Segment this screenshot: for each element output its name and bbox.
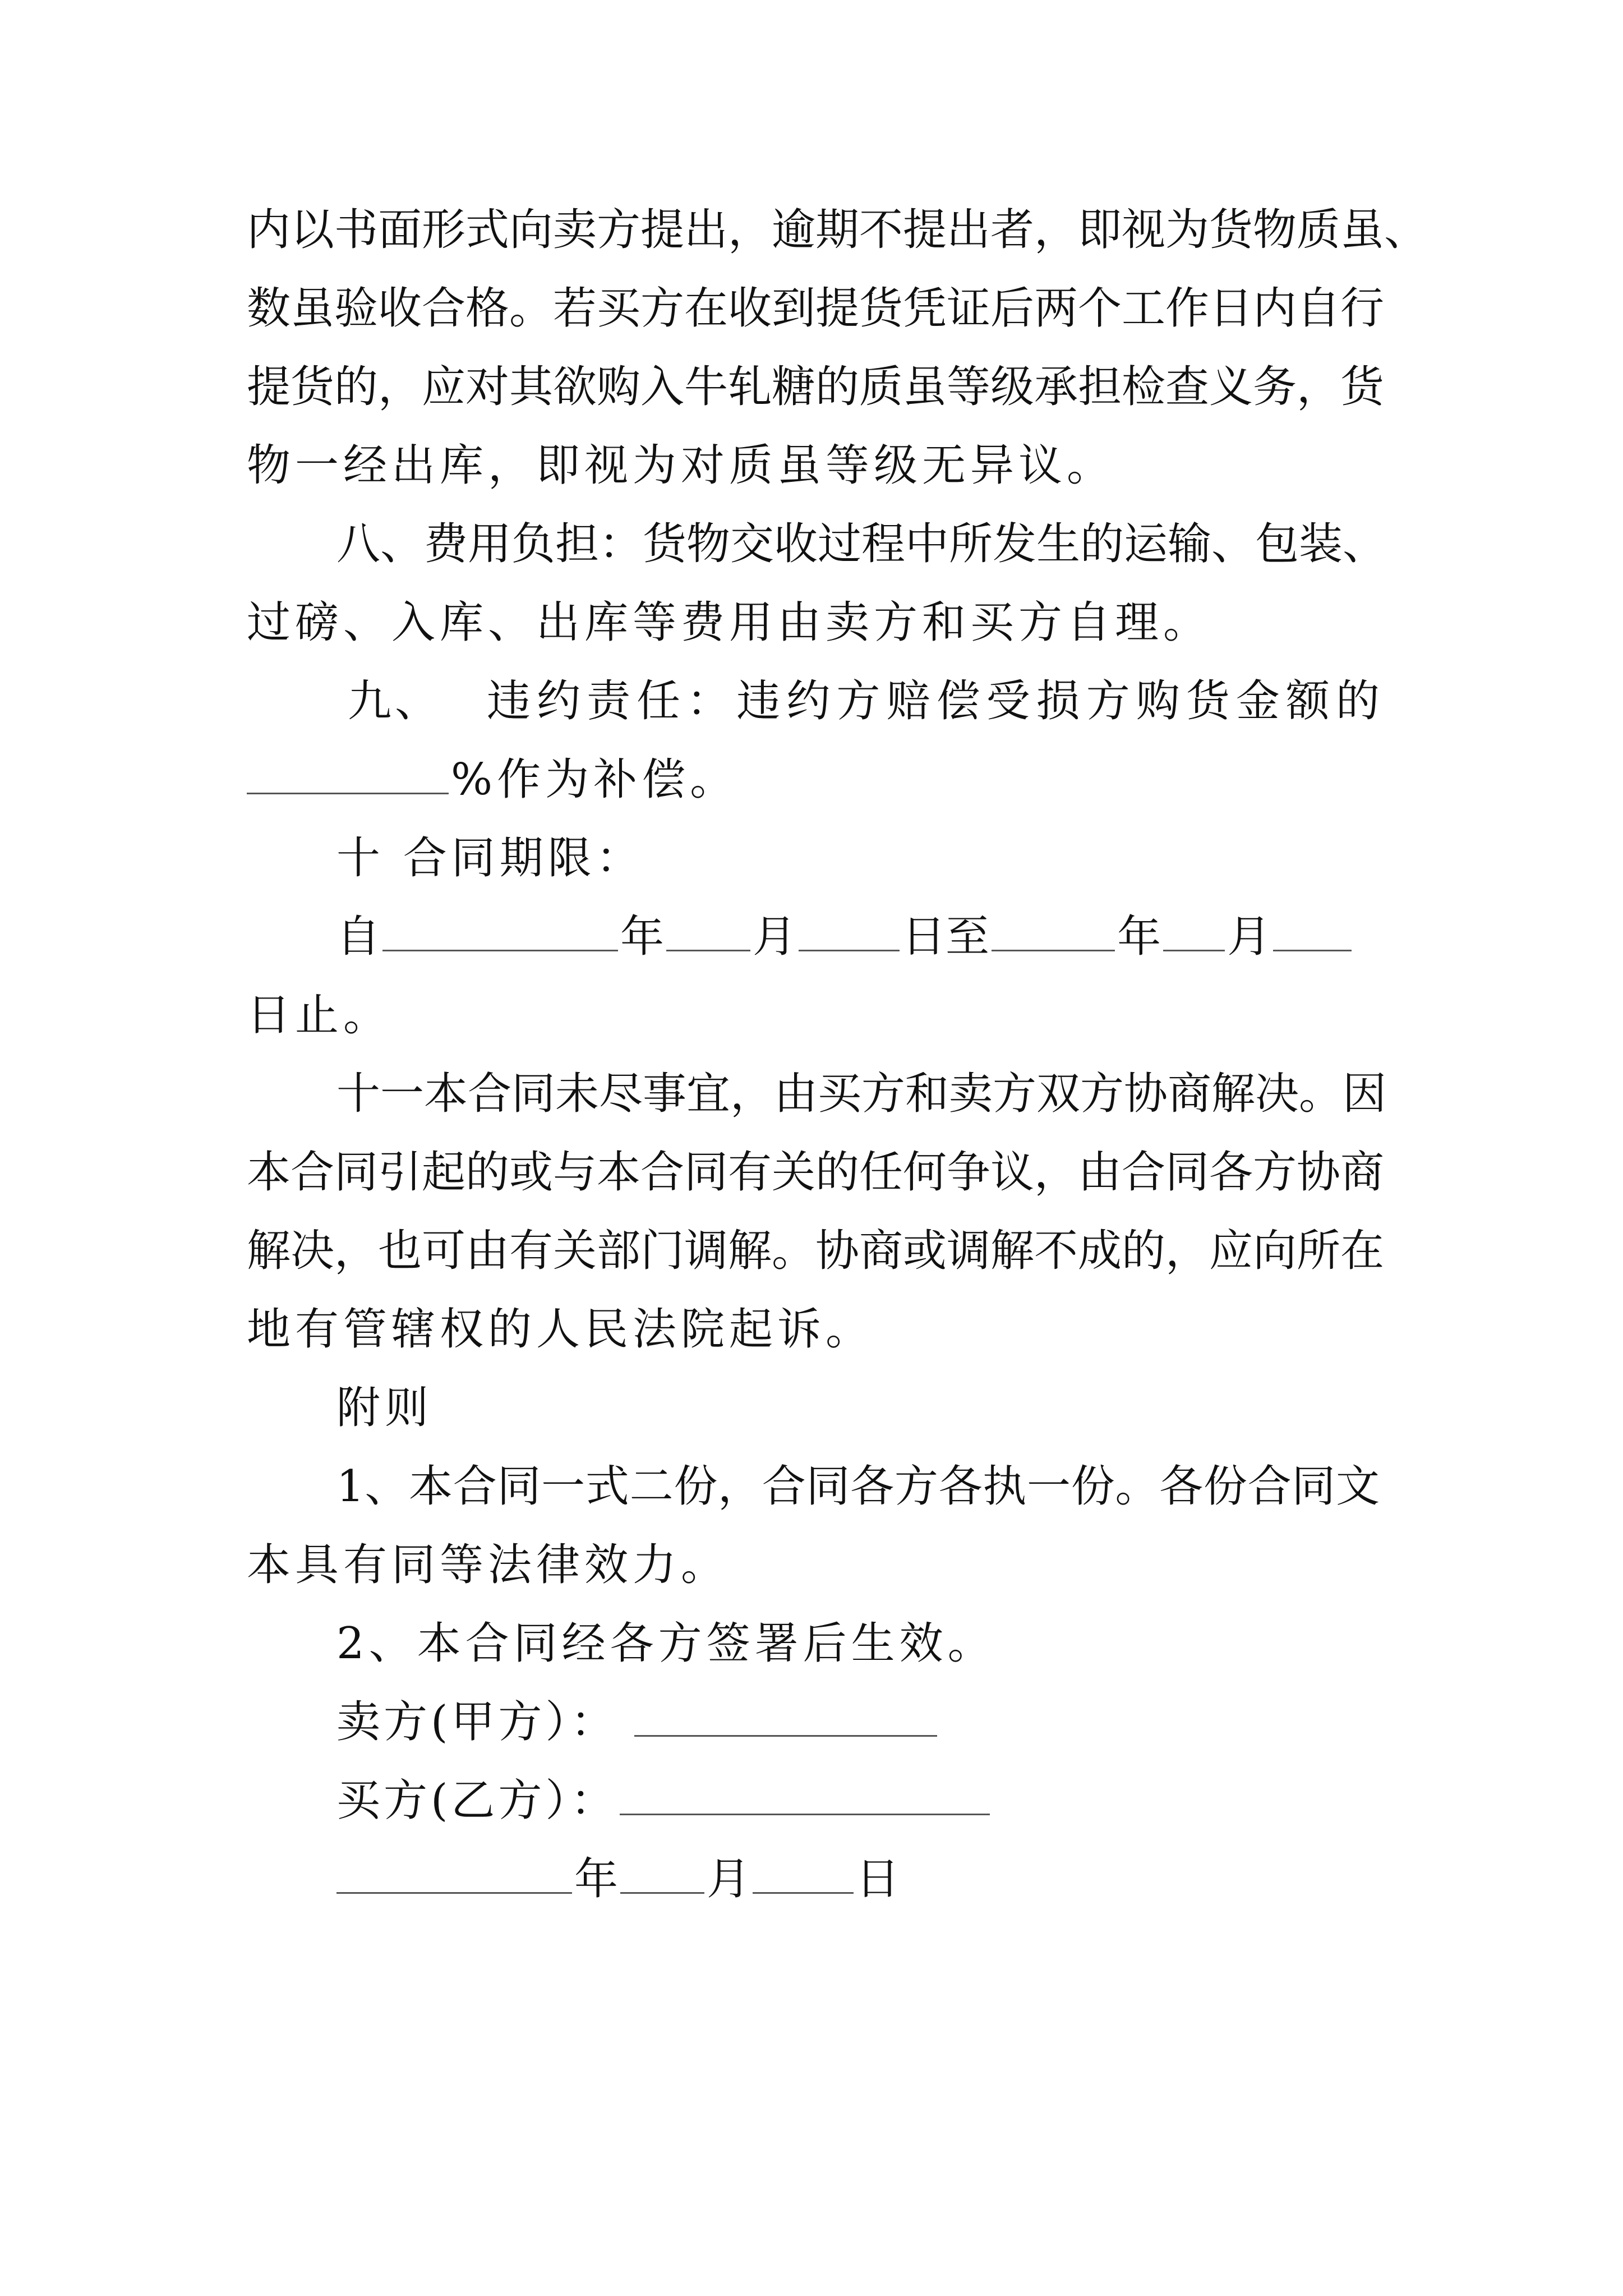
from-label: 自: [336, 912, 381, 962]
sign-day-blank: [753, 1858, 854, 1894]
month-label: 月: [753, 912, 797, 962]
year-label-2: 年: [1117, 912, 1161, 962]
clause-11-line: 本合同引起的或与本合同有关的任何争议，由合同各方协商: [247, 1147, 1385, 1198]
clause-11-line: 十一本合同未尽事宜，由买方和卖方双方协商解决。因: [336, 1069, 1387, 1119]
percent-blank: [247, 759, 449, 794]
appendix-item-2: 2、本合同经各方签署后生效。: [336, 1618, 996, 1669]
start-month-blank: [666, 916, 750, 951]
signature-date: [336, 1851, 1380, 1907]
clause-8-line: 过磅、入库、出库等费用由卖方和买方自理。: [247, 597, 1212, 648]
paragraph-line: 物一经出库，即视为对质虽等级无异议。: [247, 440, 1115, 491]
appendix-item-1: 1、本合同一式二份，合同各方各执一份。各份合同文: [336, 1461, 1380, 1512]
buyer-signature: [336, 1773, 1380, 1829]
sign-month-blank: [620, 1858, 704, 1894]
appendix-item-1-cont: 本具有同等法律效力。: [247, 1540, 730, 1590]
clause-11-line: 地有管辖权的人民法院起诉。: [247, 1304, 874, 1355]
year-label: 年: [620, 912, 665, 962]
paragraph-line: 内以书面形式向卖方提出，逾期不提出者，即视为货物质虽、: [247, 205, 1428, 255]
paragraph-line: 数虽验收合格。若买方在收到提货凭证后两个工作日内自行: [247, 283, 1385, 334]
buyer-label: 买方(乙方）：: [336, 1775, 618, 1826]
clause-8-line: 八、费用负担：货物交收过程中所发生的运输、包装、: [336, 519, 1387, 569]
end-year-blank: [992, 916, 1115, 951]
end-day-blank: [1273, 916, 1352, 951]
clause-10-end: 日止。: [247, 990, 392, 1041]
clause-9-number: 九、: [348, 676, 442, 726]
clause-9-line: [348, 673, 1380, 729]
seller-signature: [336, 1694, 1380, 1750]
day-to-label: 日至: [902, 912, 990, 962]
sign-day-label: 日: [856, 1854, 900, 1904]
sign-year-label: 年: [574, 1854, 619, 1904]
sign-year-blank: [336, 1858, 572, 1894]
seller-label: 卖方(甲方）：: [336, 1697, 618, 1747]
clause-10-title: 十 合同期限：: [336, 833, 644, 884]
appendix-title: 附则: [336, 1383, 434, 1433]
end-month-blank: [1163, 916, 1225, 951]
start-day-blank: [799, 916, 900, 951]
clause-9-tail: %作为补偿。: [451, 754, 739, 805]
paragraph-line: 提货的，应对其欲购入牛轧糖的质虽等级承担检查义务，货: [247, 362, 1385, 412]
clause-9-line-2: [247, 752, 1380, 808]
buyer-blank: [620, 1780, 990, 1815]
start-year-blank: [382, 916, 618, 951]
month-label-2: 月: [1227, 912, 1271, 962]
seller-blank: [634, 1701, 937, 1737]
sign-month-label: 月: [707, 1854, 751, 1904]
clause-11-line: 解决，也可由有关部门调解。协商或调解不成的，应向所在: [247, 1226, 1385, 1276]
clause-10-period: [336, 909, 1380, 965]
clause-9-text: 违约责任：违约方赔偿受损方购货金额的: [487, 676, 1380, 726]
